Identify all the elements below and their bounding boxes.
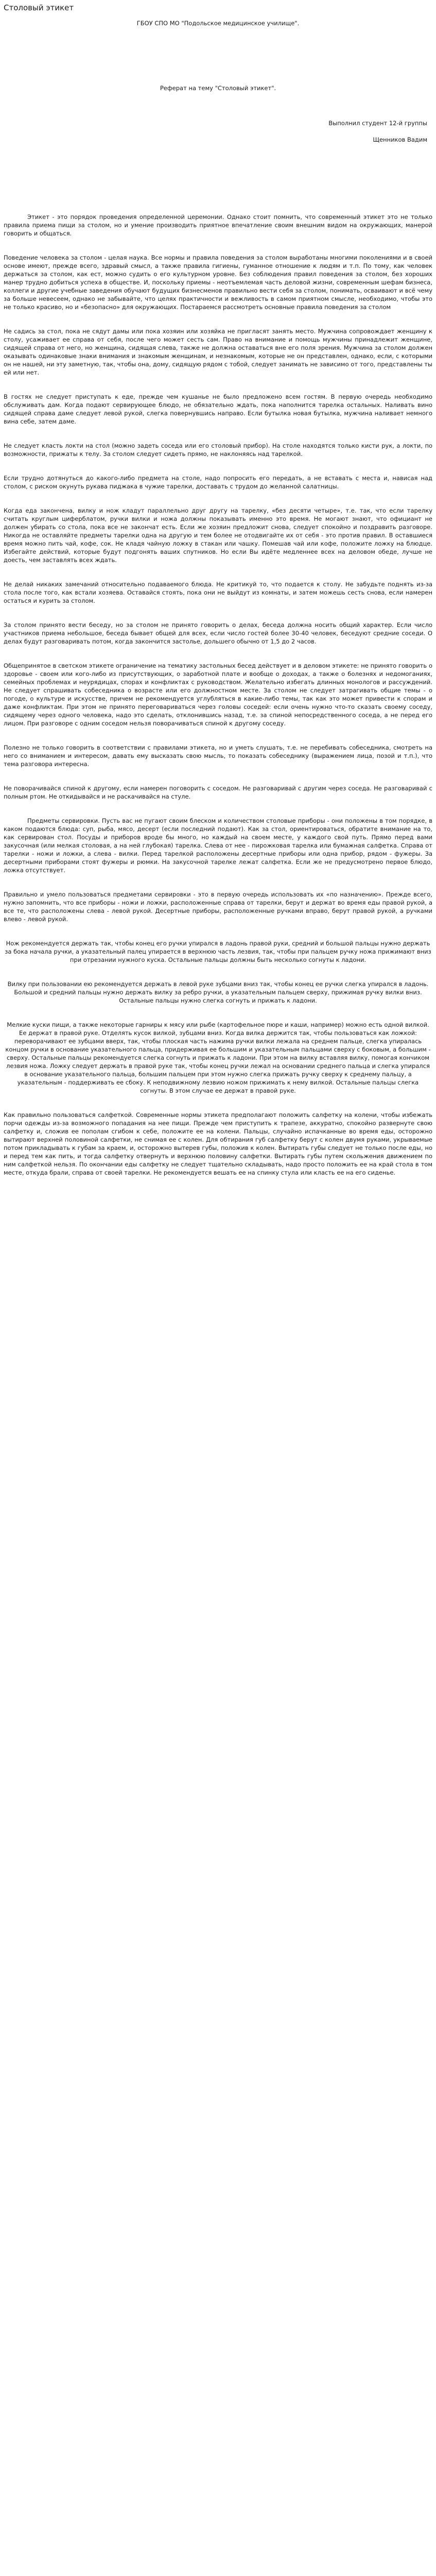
paragraph: За столом принято вести беседу, но за столом не принято говорить о делах, беседа должна носить общий характер. Если число участников приема небольшое, беседа бывает общей для всех, если число гостей более 30-40 человек, беседуют средние соседи. О делах будут разговаривать потом, когда закончится застолье, дольшего обычно от 1,5 до 2 часов.	[4, 621, 432, 645]
paragraph: Предметы сервировки. Пусть вас не пугают своим блеском и количеством столовые приборы - они положены в том порядке, в каком подаются блюда: суп, рыба, мясо, десерт (если последний подают). Как за стол, ориентироваться, обратите внимание на то, как сервирован стол. Посуды и приборов вроде бы много, но каждый на своем месте, у каждого свой путь. Прямо перед вами закусочная (или мелкая столовая, а на ней глубокая) тарелка. Слева от нее - пирожковая тарелка или бумажная салфетка. Справа от тарелки - ножи и ложки, а слева - вилки. Перед тарелкой расположены десертные приборы или одна прибор, рядом - фужеры. За десертными приборами стоят фужеры и рюмки. На закусочной тарелке лежат салфетка. Если же не предусмотрено первое блюдо, ложка отсутствует.	[4, 817, 432, 874]
document-title: Столовый этикет	[4, 3, 74, 12]
author-group: Выполнил студент 12-й группы	[328, 120, 427, 127]
paragraph: Когда еда закончена, вилку и нож кладут параллельно друг другу на тарелку, «без десяти четыре», т.е. так, что если тарелку считать круглым циферблатом, ручки вилки и ножа должны показывать именно это время. Не могают знают, что официант не должен убирать со стола, пока все не закончат есть. Если же хозяин предложит снова, следует спокойно и поздравить разговоре. Никогда не оставляйте предметы тарелки одна на другую и тем более не отодвигайте их от себя - это против правил. В оставшиеся время можно пить чай, кофе, сок. Не кладя чайную ложку в стакан или чашку. Помешав чай или кофе, положите ложку на блюдце. Избегайте действий, которые будут подгонять ваших спутников. Но если Вы идёте медленнее всех на деловом обеде, лучше не доесть, чем заставлять всех ждать.	[4, 507, 432, 564]
paragraph: Вилку при пользовании ею рекомендуется держать в левой руке зубцами вниз так, чтобы конец ее ручки слегка упирался в ладонь. Большой и средний пальцы нужно держать вилку за ребро ручки, а указательным пальцем сверху, прижимая ручку вилки вниз. Остальные пальцы нужно слегка согнуть и прижать к ладони.	[7, 980, 429, 1004]
paragraph: Не следует класть локти на стол (можно задеть соседа или его столовый прибор). На столе находятся только кисти рук, а локти, по возможности, прижаты к телу. За столом следует сидеть прямо, не наклоняясь над тарелкой.	[4, 442, 432, 457]
report-title: Реферат на тему "Столовый этикет".	[160, 84, 276, 92]
paragraph: Не садись за стол, пока не сядут дамы или пока хозяин или хозяйка не пригласят занять место. Мужчина сопровождает женщину к столу, усаживает ее справа от себя, после чего может сесть сам. Право на внимание и помощь мужчины принадлежит женщине, сидящей справа от него, но женщина, сидящая слева, также не должна оставаться вне его поля зрения. Мужчина за столом должен оказывать одинаковые знаки внимания и знакомым женщинам, и незнакомым, которые не он представлен, однако, если, с которыми он не нашей, ни эту заметную, так, чтобы она, дому, сидящую рядом с тобой, следует занимать не зависимо от того, представлены ты ей или нет.	[4, 328, 432, 376]
paragraph: Поведение человека за столом - целая наука. Все нормы и правила поведения за столом выработаны многими поколениями и в своей основе имеют, прежде всего, здравый смысл, а также правила гигиены, гуманное отношение к людям и т.п. По тому, как человек держаться за столом, как ест, можно судить о его культурном уровне. Без соблюдения правил поведения за столом, без хороших манер трудно добиться успеха в обществе. И, поскольку приемы - неотъемлемая часть деловой жизни, современным шефам бизнеса, коллеги и другие учебные заведения обучают будущих бизнесменов правильно вести себя за столом, понимать, осваивают и всё чему за больше невесеем, однако не забывайте, что целях практичности и вежливость в самом приятном смысле, необходимо, чтобы это не только красиво, но и «безопасно» для окружающих. Постараемся рассмотреть основные правила поведения за столом	[4, 254, 432, 311]
paragraph: Если трудно дотянуться до какого-либо предмета на столе, надо попросить его передать, а не вставать с места и, нависая над столом, с риском окунуть рукава пиджака в чужие тарелки, доставать с трудом до желанной салатницы.	[4, 474, 432, 490]
paragraph: Этикет - это порядок проведения определенной церемонии. Однако стоит помнить, что современный этикет это не только правила приема пищи за столом, но и умение производить приятное впечатление своим внешним видом на окружающих, манерой говорить и общаться.	[4, 213, 432, 237]
document-page	[0, 0, 436, 1213]
school-name: ГБОУ СПО МО "Подольское медицинское училище".	[136, 20, 300, 27]
spacer	[4, 311, 432, 327]
paragraph: Мелкие куски пищи, а также некоторые гарниры к мясу или рыбе (картофельное пюре и каши, например) можно есть одной вилкой. Ее держат в правой руке. Отделять кусок вилкой, зубцами вниз. Когда вилка держится так, чтобы пользоваться как ложкой: переворачивают ее зубцами вверх, так, чтобы плоская часть нажима ручки вилки лежала на среднем пальце, слегка упиралась концом ручки в основание указательного пальца, придерживая ее большим и указательным пальцами сверху с боковым, а большим - сверху. Остальные пальцы рекомендуется слегка согнуть и прижать к ладони. При этом на вилку вставляя вилку, помогая кончиком лезвия ножа. Ложку следует держать в правой руке так, чтобы конец ручки лежал на основании среднего пальца и слегка упирался в основание указательного пальца, большим пальцем при этом нужно слегка прижать ручку сверху к среднему пальцу, а указательным - поддерживать ее сбоку. К неподвижному лезвию ножом прижимать к нему вилкой. Остальные пальцы слегка согнуты. В этом случае ее держат в правой руке.	[5, 1021, 431, 1094]
paragraph: Нож рекомендуется держать так, чтобы конец его ручки упирался в ладонь правой руки, средний и большой пальцы нужно держать за бока начала ручки, а указательный палец упирается в верхнюю часть лезвия, так, чтобы при пальцем ручку ножа прижимают вниз при отрезании нужного куска. Остальные пальцы должны быть несколько согнуты к ладони.	[5, 940, 431, 963]
paragraph: Не поворачивайся спиной к другому, если намерен поговорить с соседом. Не разговаривай с другим через соседа. Не разговаривай с полным ртом. Не откидывайся и не раскачивайся на стуле.	[4, 785, 432, 800]
author-block	[4, 119, 427, 144]
paragraph: Правильно и умело пользоваться предметами сервировки - это в первую очередь использовать их «по назначению». Прежде всего, нужно запомнить, что все приборы - ножи и ложки, расположенные справа от тарелки, берут и держат во время еды правой рукой, а все те, что расположены слева - левой рукой. Десертные приборы, расположенные ручками вправо, берут правой рукой, а ручками влево - левой рукой.	[4, 891, 432, 923]
paragraph: Общепринятое в светском этикете ограничение на тематику застольных бесед действует и в деловом этикете: не принято говорить о здоровье - своем или кого-либо из присутствующих, о заработной плате и вообще о доходах, а также о болезнях и недомоганиях, семейных проблемах и неурядицах, спорах и конфликтах с руководством. Желательно избегать длинных монологов и рассуждений. Не следует спрашивать собеседника о возрасте или его должностном месте. За столом не следует затрагивать общие темы - о погоде, о культуре и искусстве, причем не рекомендуется углубляться в какие-либо темы, так как это может привести к спорам и даже конфликтам. При этом не принято переговариваться через головы соседей: если очень нужно что-то сказать своему соседу, сидящему через одного человека, надо это сделать, отклонившись назад, т.е. за спиной непосредственного соседа, а не перед его лицом. При разговоре с одним соседом нельзя поворачиваться спиной к другому соседу.	[4, 662, 432, 727]
paragraph: В гостях не следует приступать к еде, прежде чем кушанье не было предложено всем гостям. В первую очередь необходимо обслуживать дам. Когда подают сервирующее блюдо, не обязательно ждать, пока наполнится тарелка остальных. Наливать вино сидящей справа даме следует левой рукой, слегка повернувшись направо. Если бутылка новая бутылка, мужчина наливает немного вина себе, затем даме.	[4, 393, 432, 425]
paragraph: Как правильно пользоваться салфеткой. Современные нормы этикета предполагают положить салфетку на колени, чтобы избежать порчи одежды из-за возможного попадания на нее пищи. Прежде чем приступить к трапезе, аккуратно, спокойно развернуте свою салфетку и, сложив ее пополам сгибом к себе, положите ее на колени. Пальцы, случайно испачканные во время еды, осторожно вытирают верхней половиной салфетки, не снимая ее с колен. Для обтирания губ салфетку берут с колен двумя руками, укрываемые потом прикладывать к губам за краем, и, осторожно вытерев губы, положив к колен. Вытирать губы следует не только после еды, но и перед тем как пить, и тогда салфетку отвернуть и верхнюю половину салфетки. Вытирать губы путем скольжения движением по ним салфеткой нельзя. По окончании еды салфетку не следует тщательно складывать, надо просто положить ее на край стола в том месте, откуда брали, справа от своей тарелки. Не рекомендуется вешать ее на спинку стула или класть ее на его сиденье.	[4, 1111, 432, 1176]
spacer	[4, 152, 432, 213]
paragraph: Не делай никаких замечаний относительно подаваемого блюда. Не критикуй то, что подается к столу. Не забудьте поднять из-за стола после того, как встали хозяева. Оставайся стоять, пока они не выйдут из комнаты, и затем можешь сесть снова, если намерен остаться и курить за столом.	[4, 581, 432, 604]
paragraph: Полезно не только говорить в соответствии с правилами этикета, но и уметь слушать, т.е. не перебивать собеседника, смотреть на него со вниманием и интересом, давать ему высказать свою мысль, то показать собеседнику (выражением лица, позой и т.п.), что тема разговора интересна.	[4, 744, 432, 768]
author-name: Щенников Вадим	[373, 136, 427, 143]
